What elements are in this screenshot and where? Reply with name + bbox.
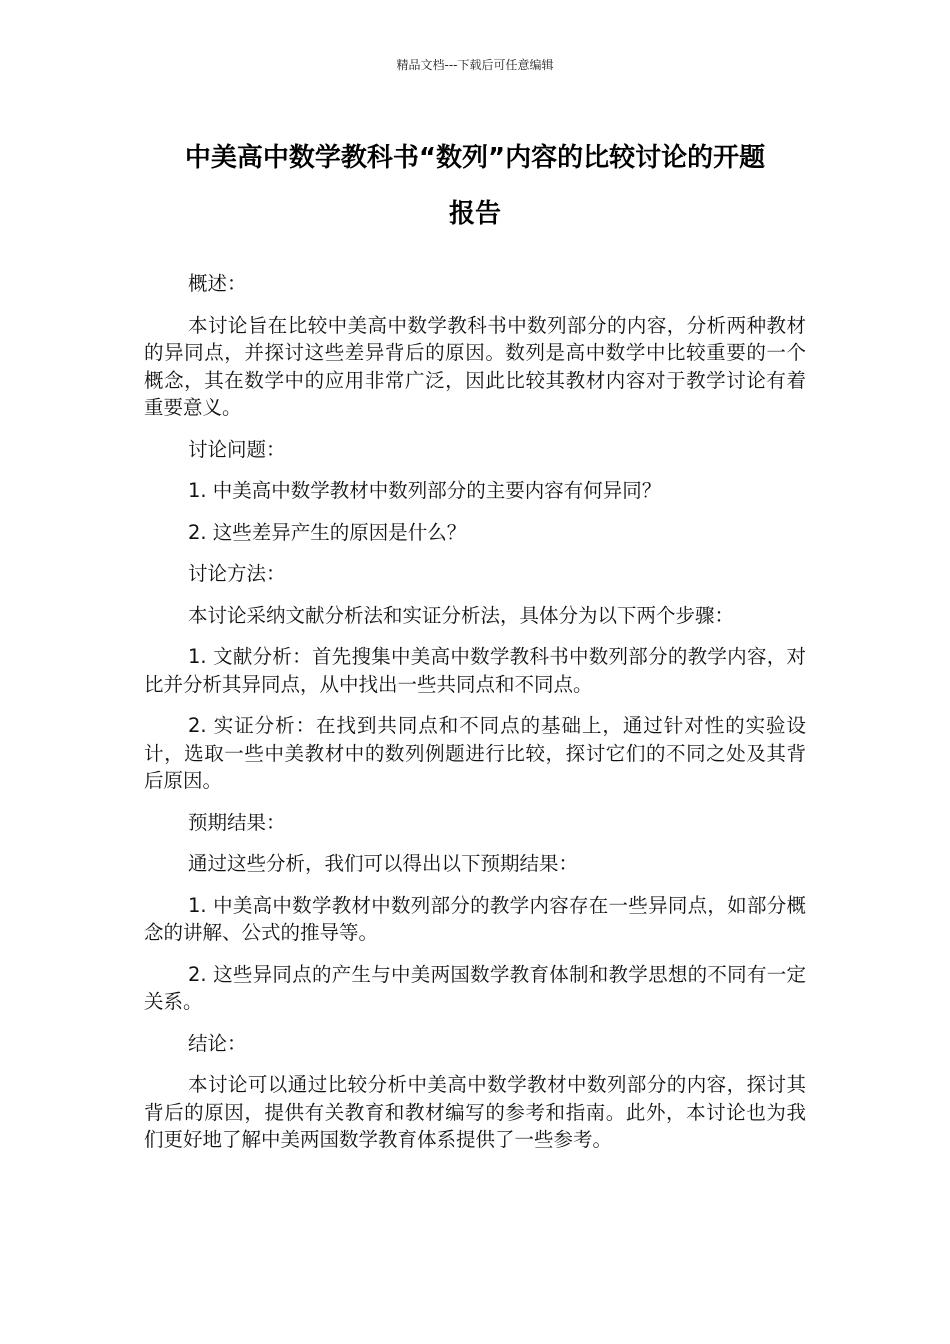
paragraph-conclusion: 本讨论可以通过比较分析中美高中数学教材中数列部分的内容，探讨其背后的原因，提供有关教育和教材编写的参考和指南。此外，本讨论也为我们更好地了解中美两国数学教育体系提供了一些参考。 (144, 1073, 806, 1151)
list-item-result-1: 1. 中美高中数学教材中数列部分的教学内容存在一些异同点，如部分概念的讲解、公式的推导等。 (144, 893, 806, 944)
document-title-line-1: 中美高中数学教科书“数列”内容的比较讨论的开题 (184, 143, 766, 173)
paragraph-methods-intro: 本讨论采纳文献分析法和实证分析法，具体分为以下两个步骤： (188, 603, 735, 627)
list-item-question-1: 1. 中美高中数学教材中数列部分的主要内容有何异同？ (188, 479, 662, 502)
list-item-result-2: 2. 这些异同点的产生与中美两国数学教育体制和教学思想的不同有一定关系。 (144, 962, 806, 1013)
paragraph-expected-intro: 通过这些分析，我们可以得出以下预期结果： (188, 852, 579, 875)
list-item-method-1: 1. 文献分析：首先搜集中美高中数学教科书中数列部分的教学内容，对比并分析其异同点，从中找出一些共同点和不同点。 (144, 645, 806, 696)
section-heading-methods: 讨论方法： (188, 562, 286, 585)
paragraph-overview: 本讨论旨在比较中美高中数学教科书中数列部分的内容，分析两种教材的异同点，并探讨这些差异背后的原因。数列是高中数学中比较重要的一个概念，其在数学中的应用非常广泛，因此比较其教材内容对于教学讨论有着重要意义。 (144, 313, 806, 419)
section-heading-questions: 讨论问题： (188, 437, 286, 461)
section-heading-expected-results: 预期结果： (188, 810, 286, 834)
list-item-question-2: 2. 这些差异产生的原因是什么？ (188, 520, 467, 544)
section-heading-conclusion: 结论： (188, 1031, 247, 1055)
section-heading-overview: 概述： (188, 272, 247, 295)
document-title (140, 130, 810, 242)
list-item-method-2: 2. 实证分析：在找到共同点和不同点的基础上，通过针对性的实验设计，选取一些中美教材中的数列例题进行比较，探讨它们的不同之处及其背后原因。 (144, 714, 806, 792)
document-title-line-2: 报告 (448, 199, 501, 229)
document-body (144, 270, 806, 1168)
page-header: 精品文档---下载后可任意编辑 (396, 58, 554, 72)
